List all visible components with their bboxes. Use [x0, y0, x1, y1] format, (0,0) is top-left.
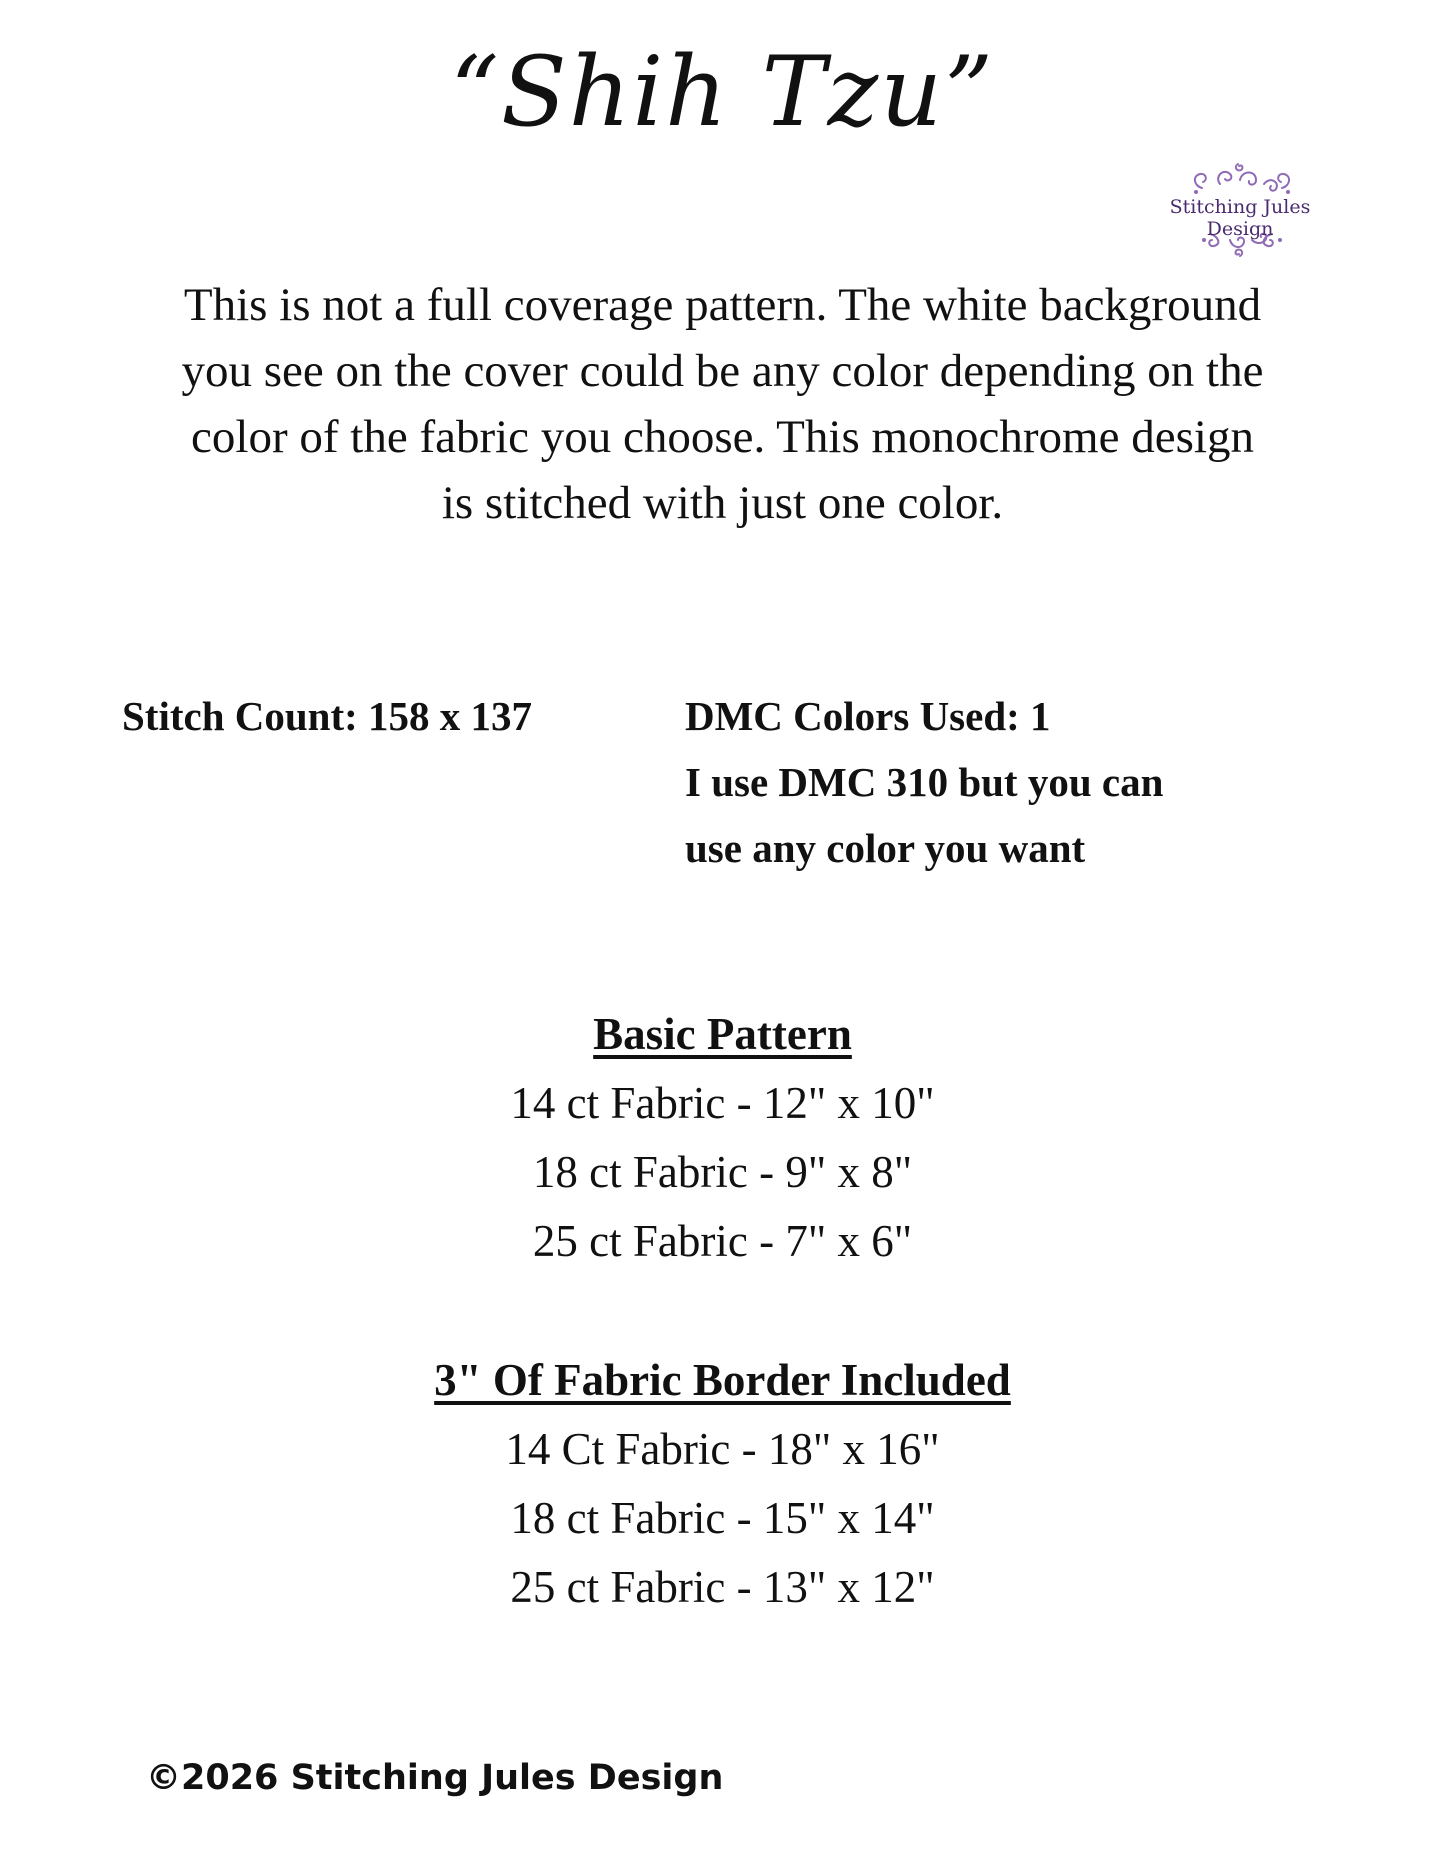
intro-line: color of the fabric you choose. This monochrome design: [191, 411, 1254, 463]
fabric-size-line: 25 ct Fabric - 13" x 12": [510, 1562, 935, 1612]
intro-line: you see on the cover could be any color depending on the: [181, 345, 1264, 397]
fabric-size-line: 14 ct Fabric - 12" x 10": [510, 1078, 935, 1128]
border-pattern-section: [0, 1346, 1445, 1622]
fabric-size-line: 18 ct Fabric - 9" x 8": [532, 1147, 913, 1197]
logo-text: Stitching Jules Design: [1169, 196, 1311, 240]
copyright-footer: ©2026 Stitching Jules Design: [146, 1758, 724, 1798]
dmc-line: I use DMC 310 but you can: [685, 759, 1164, 805]
brand-logo: [1140, 158, 1340, 266]
intro-line: This is not a full coverage pattern. The white background: [183, 279, 1262, 331]
dmc-line: DMC Colors Used: 1: [685, 693, 1051, 739]
page-title: “Shih Tzu”: [449, 36, 996, 148]
fabric-size-line: 14 Ct Fabric - 18" x 16": [505, 1424, 940, 1474]
stitch-count: Stitch Count: 158 x 137: [122, 693, 533, 739]
intro-line: is stitched with just one color.: [441, 477, 1004, 529]
basic-pattern-section: [0, 1000, 1445, 1276]
border-pattern-heading: 3" Of Fabric Border Included: [434, 1355, 1011, 1405]
dmc-line: use any color you want: [685, 825, 1086, 871]
fabric-size-line: 18 ct Fabric - 15" x 14": [510, 1493, 935, 1543]
dmc-colors-info: [685, 683, 1163, 881]
intro-paragraph: [150, 272, 1295, 536]
basic-pattern-heading: Basic Pattern: [593, 1009, 852, 1059]
fabric-size-line: 25 ct Fabric - 7" x 6": [532, 1216, 913, 1266]
